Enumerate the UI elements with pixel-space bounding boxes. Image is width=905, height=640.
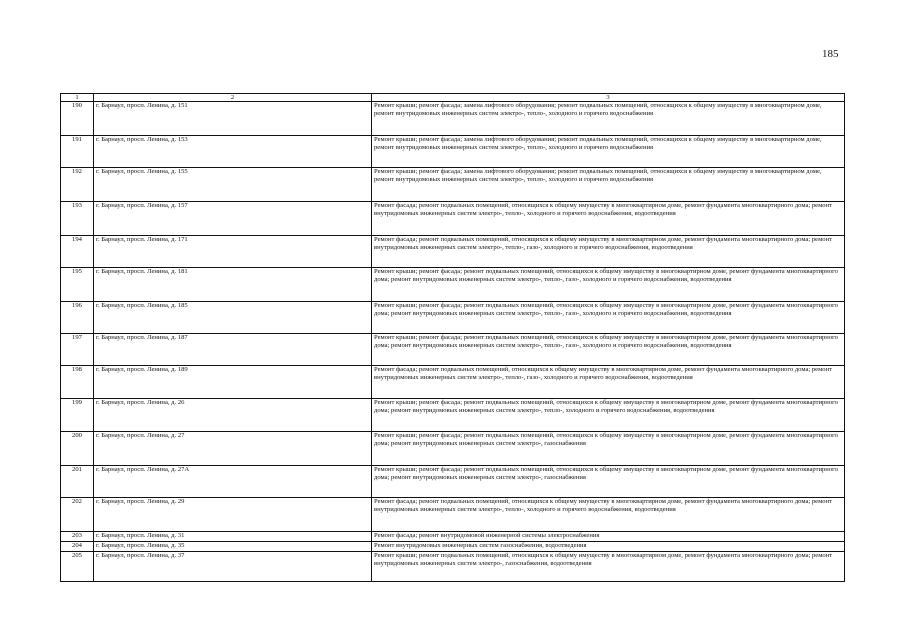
table-row [61,366,845,399]
row-number: 200 [61,432,94,466]
row-works: Ремонт крыши; ремонт фасада; ремонт подвальных помещений, относящихся к общему имуществу в многоквартирном доме, ремонт фундамента многоквартирного дома; ремонт внутридомовых инженерных систем электро-, газоснабжения [372,466,845,498]
row-address: г. Барнаул, просп. Ленина, д. 27 [94,432,372,466]
row-works: Ремонт внутридомовых инженерных систем газоснабжения, водоотведения [372,542,845,552]
row-number: 199 [61,399,94,432]
table-row [61,302,845,334]
row-works: Ремонт крыши; ремонт подвальных помещений, относящихся к общему имуществу в многоквартирном доме, ремонт фундамента многоквартирного дома; ремонт внутридомовых инженерных систем электро-, газоснабжения, водоотведения [372,552,845,582]
row-works: Ремонт фасада; ремонт подвальных помещений, относящихся к общему имуществу в многоквартирном доме, ремонт фундамента многоквартирного дома; ремонт внутридомовых инженерных систем электро-, тепло-, газо-, холодного и горячего водоснабжения, водоотведения [372,236,845,268]
row-address: г. Барнаул, просп. Ленина, д. 37 [94,552,372,582]
works-table [60,93,845,582]
row-number: 196 [61,302,94,334]
table-row [61,552,845,582]
table-row [61,334,845,366]
table-header-row [61,94,845,102]
row-works: Ремонт крыши; ремонт фасада; ремонт подвальных помещений, относящихся к общему имуществу в многоквартирном доме, ремонт фундамента многоквартирного дома; ремонт внутридомовых инженерных систем электро-, тепло-, газо-, холодного и горячего водоснабжения, водоотведения [372,302,845,334]
row-works: Ремонт фасада; ремонт подвальных помещений, относящихся к общему имуществу в многоквартирном доме, ремонт фундамента многоквартирного дома; ремонт внутридомовых инженерных систем электро-, тепло-, холодного и горячего водоснабжения, водоотведения [372,202,845,236]
row-number: 202 [61,498,94,532]
row-number: 190 [61,102,94,136]
row-works: Ремонт крыши; ремонт фасада; ремонт подвальных помещений, относящихся к общему имуществу в многоквартирном доме, ремонт фундамента многоквартирного дома; ремонт внутридомовых инженерных систем электро-, тепло-, газо-, холодного и горячего водоснабжения, водоотведения [372,334,845,366]
row-number: 195 [61,268,94,302]
table-row [61,236,845,268]
table-row [61,136,845,168]
page-number: 185 [822,48,839,60]
table-row [61,102,845,136]
table-row [61,542,845,552]
row-address: г. Барнаул, просп. Ленина, д. 157 [94,202,372,236]
row-works: Ремонт крыши; ремонт фасада; замена лифтового оборудования; ремонт подвальных помещений, относящихся к общему имуществу в многоквартирном доме, ремонт внутридомовых инженерных систем электро-, тепло-, холодного и горячего водоснабжения [372,136,845,168]
row-address: г. Барнаул, просп. Ленина, д. 31 [94,532,372,542]
column-header-number: 1 [61,94,94,102]
row-works: Ремонт крыши; ремонт фасада; ремонт подвальных помещений, относящихся к общему имуществу в многоквартирном доме, ремонт фундамента многоквартирного дома; ремонт внутридомовых инженерных систем электро-, газоснабжения [372,432,845,466]
row-address: г. Барнаул, просп. Ленина, д. 189 [94,366,372,399]
row-works: Ремонт фасада; ремонт подвальных помещений, относящихся к общему имуществу в многоквартирном доме, ремонт фундамента многоквартирного дома; ремонт внутридомовых инженерных систем электро-, тепло-, газо-, холодного и горячего водоснабжения, водоотведения [372,366,845,399]
row-number: 194 [61,236,94,268]
row-address: г. Барнаул, просп. Ленина, д. 153 [94,136,372,168]
row-address: г. Барнаул, просп. Ленина, д. 181 [94,268,372,302]
row-works: Ремонт крыши; ремонт фасада; замена лифтового оборудования; ремонт подвальных помещений, относящихся к общему имуществу в многоквартирном доме, ремонт внутридомовых инженерных систем электро-, тепло-, холодного и горячего водоснабжения [372,168,845,202]
table-row [61,466,845,498]
row-address: г. Барнаул, просп. Ленина, д. 187 [94,334,372,366]
row-number: 201 [61,466,94,498]
row-address: г. Барнаул, просп. Ленина, д. 155 [94,168,372,202]
row-number: 205 [61,552,94,582]
row-address: г. Барнаул, просп. Ленина, д. 27А [94,466,372,498]
table-row [61,498,845,532]
row-works: Ремонт фасада; ремонт подвальных помещений, относящихся к общему имуществу в многоквартирном доме, ремонт фундамента многоквартирного дома; ремонт внутридомовых инженерных систем электро-, тепло-, холодного и горячего водоснабжения, водоотведения [372,498,845,532]
table-row [61,168,845,202]
row-number: 197 [61,334,94,366]
row-address: г. Барнаул, просп. Ленина, д. 185 [94,302,372,334]
row-works: Ремонт крыши; ремонт фасада; ремонт подвальных помещений, относящихся к общему имуществу в многоквартирном доме, ремонт фундамента многоквартирного дома; ремонт внутридомовых инженерных систем электро-, тепло-, холодного и горячего водоснабжения, водоотведения [372,399,845,432]
table-row [61,532,845,542]
row-address: г. Барнаул, просп. Ленина, д. 26 [94,399,372,432]
table-row [61,202,845,236]
row-number: 191 [61,136,94,168]
row-address: г. Барнаул, просп. Ленина, д. 171 [94,236,372,268]
row-number: 204 [61,542,94,552]
row-number: 193 [61,202,94,236]
row-number: 203 [61,532,94,542]
row-works: Ремонт фасада; ремонт внутридомовой инженерной системы электроснабжения [372,532,845,542]
table-row [61,399,845,432]
row-works: Ремонт крыши; ремонт фасада; замена лифтового оборудования; ремонт подвальных помещений, относящихся к общему имуществу в многоквартирном доме, ремонт внутридомовых инженерных систем электро-, тепло-, холодного и горячего водоснабжения [372,102,845,136]
row-works: Ремонт крыши; ремонт фасада; ремонт подвальных помещений, относящихся к общему имуществу в многоквартирном доме, ремонт фундамента многоквартирного дома; ремонт внутридомовых инженерных систем электро-, тепло-, газо-, холодного и горячего водоснабжения, водоотведения [372,268,845,302]
row-address: г. Барнаул, просп. Ленина, д. 151 [94,102,372,136]
column-header-address: 2 [94,94,372,102]
row-address: г. Барнаул, просп. Ленина, д. 35 [94,542,372,552]
row-number: 192 [61,168,94,202]
table-row [61,432,845,466]
row-number: 198 [61,366,94,399]
column-header-works: 3 [372,94,845,102]
table-row [61,268,845,302]
row-address: г. Барнаул, просп. Ленина, д. 29 [94,498,372,532]
